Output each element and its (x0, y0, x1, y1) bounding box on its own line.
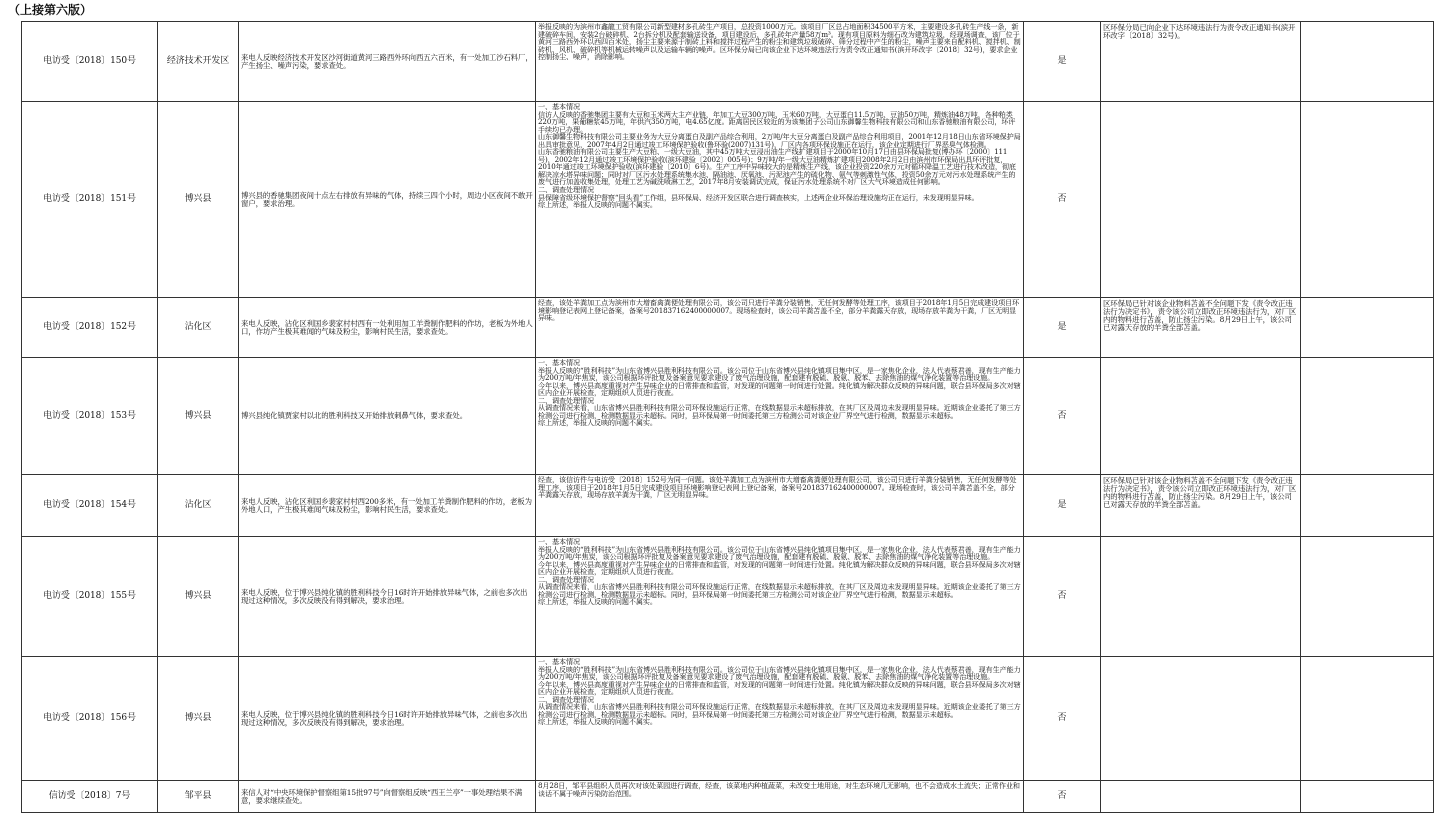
detail-paragraph: 综上所述，举报人反映的问题不属实。 (538, 597, 657, 607)
complaint-content-cell: 博兴县纯化镇贾家村以北的胜利科技又开始排放刺鼻气体，要求查处。 (239, 358, 536, 475)
action-taken-cell (1101, 657, 1301, 781)
complaint-table (21, 21, 1434, 813)
blank-cell (1301, 657, 1434, 781)
district-cell: 经济技术开发区 (158, 22, 239, 102)
investigation-detail-cell (536, 475, 1024, 537)
detail-paragraph: 二、调查处理情况 (538, 574, 594, 584)
case-number-cell: 电访受〔2018〕152号 (22, 298, 158, 358)
detail-paragraph: 二、调查处理情况 (538, 185, 594, 195)
district-cell: 沾化区 (158, 298, 239, 358)
detail-paragraph: 县保障省级环境保护督察“回头看”工作组，县环保局、经济开发区联合进行调查核实，上述两企业环保治理设施均正在运行，未发现明显异味。 (538, 192, 979, 202)
investigation-detail-cell (536, 22, 1024, 102)
blank-cell (1301, 475, 1434, 537)
blank-cell (1301, 22, 1434, 102)
district-cell: 博兴县 (158, 358, 239, 475)
action-taken-cell (1101, 102, 1301, 298)
blank-cell (1301, 358, 1434, 475)
table-row (22, 358, 1434, 475)
case-number-cell: 信访受〔2018〕7号 (22, 781, 158, 813)
detail-paragraph: 一、基本情况 (538, 537, 580, 546)
investigation-detail-cell (536, 781, 1024, 813)
table-row (22, 298, 1434, 358)
detail-paragraph: 一、基本情况 (538, 358, 580, 367)
complaint-content-cell: 博兴县的香驰集团夜间十点左右排放有异味的气体，持续三四个小时，周边小区夜间不敢开窗户，要求治理。 (239, 102, 536, 298)
case-number-cell: 电访受〔2018〕156号 (22, 657, 158, 781)
detail-paragraph: 举报人反映的“胜利科技”为山东省博兴县胜利科技有限公司。该公司位于山东省博兴县纯化镇项目集中区，是一家焦化企业，法人代表蔡君善，现有生产能力为200万吨/年焦炭，该公司根据环评批复及备案意见要求建设了废气治理设施，配套建有脱硫、脱氨、脱苯、去除焦油的煤气净化装置等治理设施。 (538, 664, 1021, 682)
investigation-detail-cell (536, 358, 1024, 475)
verified-cell: 是 (1024, 22, 1101, 102)
complaint-content-cell: 来电人反映，位于博兴县纯化镇的胜利科技今日16时许开始排放异味气体，之前也多次出现过这种情况，多次反映没有得到解决，要求治理。 (239, 537, 536, 657)
detail-paragraph: 从调查情况来看，山东省博兴县胜利科技有限公司环保设施运行正常，在线数据显示未超标排放，在其厂区及周边未发现明显异味。近期该企业委托了第三方检测公司进行检测，检测数据显示未超标。同时，县环保局第一时间委托第三方检测公司对该企业厂界空气进行检测，数据显示未超标。 (538, 582, 1021, 599)
detail-paragraph: 举报反映的为滨州市鑫龍工贸有限公司新型建材多孔砖生产项目，总投资1000万元。该项目厂区总占地面积34500平方米，主要建设多孔砖生产线一条，新建破碎车间，安装2台破碎机、2台拆分机及配套输送设备，项目建设后，多孔砖年产量58万m³。现有项目原料为细石改为建筑垃圾，经现场调查，该厂位于黄河三路西外环以西四百米处，扬尘主要来源于制砖上料和搅拌过程产生的粉尘和建筑垃圾破碎、筛分过程中产生的粉尘，噪声主要来自配料机、搅拌机、制砖机、风机、破碎机等机械运转噪声以及运输车辆的噪声。区环保分局已向该企业下达环境违法行为责令改正通知书(滨开环改字〔2018〕32号)，要求企业控制扬尘、噪声，消除影响。 (538, 22, 1021, 62)
action-taken-cell (1101, 537, 1301, 657)
verified-cell: 否 (1024, 781, 1101, 813)
case-number-cell: 电访受〔2018〕150号 (22, 22, 158, 102)
detail-paragraph: 举报人反映的“胜利科技”为山东省博兴县胜利科技有限公司。该公司位于山东省博兴县纯化镇项目集中区，是一家焦化企业，法人代表蔡君善，现有生产能力为200万吨/年焦炭，该公司根据环评批复及备案意见要求建设了废气治理设施，配套建有脱硫、脱氨、脱苯、去除焦油的煤气净化装置等治理设施。 (538, 365, 1021, 383)
investigation-detail-cell (536, 298, 1024, 358)
district-cell: 邹平县 (158, 781, 239, 813)
detail-paragraph: 综上所述，举报人反映的问题不属实。 (538, 200, 657, 210)
district-cell: 博兴县 (158, 537, 239, 657)
detail-paragraph: 经查，该处羊粪加工点为滨州市大增畜禽粪便处理有限公司，该公司只进行羊粪分装销售，无任何发酵等处理工序，该项目于2018年1月5日完成建设项目环境影响登记表网上登记备案，备案号201837162400000007。现场检查时，该公司羊粪苫盖不全，部分羊粪露天存放，现场存放羊粪为干粪，厂区无明显异味。 (538, 298, 1020, 323)
detail-paragraph: 山东御馨生物科技有限公司主要业务为大豆分离蛋白及副产品综合利用，2万吨/年大豆分离蛋白及副产品综合利用项目，2001年12月18日山东省环境保护局出具审批意见，2007年4月2日通过竣工环境保护验收(鲁环验(2007)131号)，厂区内各项环保设施正在运行，该企业定期进行厂界恶臭气体检测。 (538, 132, 1021, 149)
case-number-cell: 电访受〔2018〕155号 (22, 537, 158, 657)
table-row (22, 22, 1434, 102)
complaint-table-body (22, 22, 1434, 813)
verified-cell: 是 (1024, 298, 1101, 358)
detail-paragraph: 二、调查处理情况 (538, 395, 594, 405)
blank-cell (1301, 298, 1434, 358)
case-number-cell: 电访受〔2018〕153号 (22, 358, 158, 475)
action-taken-cell: 区环保局已针对该企业物料苫盖不全问题下发《责令改正违法行为决定书》，责令该公司立即改正环境违法行为，对厂区内的物料进行苫盖，防止扬尘污染。8月29日上午，该公司已对露天存放的羊粪全部苫盖。 (1101, 298, 1301, 358)
detail-paragraph: 今年以来，博兴县高度重视对产生异味企业的日常排查和监管，对发现的问题第一时间进行处置。纯化镇为解决群众反映的异味问题，联合县环保局多次对辖区内企业开展检查，定期组织人员进行夜查。 (538, 380, 1021, 398)
detail-paragraph: 综上所述，举报人反映的问题不属实。 (538, 418, 657, 428)
detail-paragraph: 从调查情况来看，山东省博兴县胜利科技有限公司环保设施运行正常，在线数据显示未超标排放，在其厂区及周边未发现明显异味。近期该企业委托了第三方检测公司进行检测，检测数据显示未超标。同时，县环保局第一时间委托第三方检测公司对该企业厂界空气进行检测，数据显示未超标。 (538, 702, 1021, 719)
detail-paragraph: 8月28日，邹平县组织人员再次对该处菜园进行调查，经查，该菜地内种植蔬菜，未改变土地用途，对生态环境几无影响，也不会造成水土流失；正常作业和谈话不属于噪声污染防治范围。 (538, 781, 1020, 798)
detail-paragraph: 经查，该信访件与电访受〔2018〕152号为同一问题。该处羊粪加工点为滨州市大增畜禽粪便处理有限公司，该公司只进行羊粪分装销售，无任何发酵等处理工序，该项目于2018年1月5日完成建设项目环境影响登记表网上登记备案，备案号201837162400000007。现场检查时，该公司羊粪苫盖不全，部分羊粪露天存放，现场存放羊粪为干粪，厂区无明显异味。 (538, 475, 1017, 500)
blank-cell (1301, 781, 1434, 813)
district-cell: 博兴县 (158, 657, 239, 781)
verified-cell: 否 (1024, 537, 1101, 657)
case-number-cell: 电访受〔2018〕154号 (22, 475, 158, 537)
detail-paragraph: 今年以来，博兴县高度重视对产生异味企业的日常排查和监管，对发现的问题第一时间进行处置。纯化镇为解决群众反映的异味问题，联合县环保局多次对辖区内企业开展检查，定期组织人员进行夜查。 (538, 559, 1021, 577)
district-cell: 沾化区 (158, 475, 239, 537)
complaint-content-cell: 来电人反映，位于博兴县纯化镇的胜利科技今日16时许开始排放异味气体，之前也多次出现过这种情况，多次反映没有得到解决，要求治理。 (239, 657, 536, 781)
detail-paragraph: 二、调查处理情况 (538, 694, 594, 704)
complaint-content-cell: 来电人反映，沾化区利国乡裴家村村西200多米，有一处加工羊粪制作肥料的作坊，老板为外地人口，产生极其难闻气味及粉尘，影响村民生活，要求查处。 (239, 475, 536, 537)
action-taken-cell: 区环保分局已向企业下达环境违法行为责令改正通知书(滨开环改字〔2018〕32号)。 (1101, 22, 1301, 102)
blank-cell (1301, 537, 1434, 657)
table-row (22, 102, 1434, 298)
investigation-detail-cell (536, 537, 1024, 657)
table-row (22, 475, 1434, 537)
detail-paragraph: 一、基本情况 (538, 657, 580, 666)
page-header: （上接第六版） (8, 3, 93, 17)
detail-paragraph: 从调查情况来看，山东省博兴县胜利科技有限公司环保设施运行正常，在线数据显示未超标排放，在其厂区及周边未发现明显异味。近期该企业委托了第三方检测公司进行检测，检测数据显示未超标。同时，县环保局第一时间委托第三方检测公司对该企业厂界空气进行检测，数据显示未超标。 (538, 403, 1021, 420)
verified-cell: 是 (1024, 475, 1101, 537)
verified-cell: 否 (1024, 102, 1101, 298)
action-taken-cell (1101, 358, 1301, 475)
complaint-content-cell: 来信人对“中央环境保护督察组第15批97号”向督察组反映“西王兰亭”一事处理结果不满意，要求继续查处。 (239, 781, 536, 813)
table-row (22, 781, 1434, 813)
verified-cell: 否 (1024, 657, 1101, 781)
detail-paragraph: 一、基本情况 (538, 102, 580, 111)
detail-paragraph: 山东香驰粮油有限公司主要生产大豆粕、一级大豆油，其中45万吨大豆浸出油生产线扩建项目于2000年10月17日由县环保局批复(博办环〔2000〕111号)，2002年12月通过竣工环境保护验收(滨环建验〔2002〕005号)；9万吨/年一级大豆油精炼扩建项目2008年2月2日由滨州市环保局出具环评批复，2010年通过竣工环境保护验收(滨环建验〔2010〕6号)。生产工序中异味较大的是精炼生产线，该企业投资220余万元对循环降温工艺进行技术改造，彻底解决凉水塔异味问题；同时对厂区污水处理系统集水池、隔油池、厌氧池、污泥池产生的硫化物、氨气等刺激性气体，投资50余万元对污水处理系统产生的废气进行加盖收集处理，处理工艺为碱洗喷淋工艺，2017年8月安装调试完成，保证污水处理系统不对厂区大气环境造成任何影响。 (538, 147, 1016, 187)
detail-paragraph: 今年以来，博兴县高度重视对产生异味企业的日常排查和监管，对发现的问题第一时间进行处置。纯化镇为解决群众反映的异味问题，联合县环保局多次对辖区内企业开展检查，定期组织人员进行夜查。 (538, 679, 1021, 697)
detail-paragraph: 综上所述，举报人反映的问题不属实。 (538, 717, 657, 727)
action-taken-cell: 区环保局已针对该企业物料苫盖不全问题下发《责令改正违法行为决定书》，责令该公司立即改正环境违法行为，对厂区内的物料进行苫盖，防止扬尘污染。8月29日上午，该公司已对露天存放的羊粪全部苫盖。 (1101, 475, 1301, 537)
complaint-content-cell: 来电人反映经济技术开发区沙河街道黄河三路西外环向西五六百米，有一处加工沙石料厂，产生扬尘、噪声污染，要求查处。 (239, 22, 536, 102)
detail-paragraph: 举报人反映的“胜利科技”为山东省博兴县胜利科技有限公司。该公司位于山东省博兴县纯化镇项目集中区，是一家焦化企业，法人代表蔡君善，现有生产能力为200万吨/年焦炭，该公司根据环评批复及备案意见要求建设了废气治理设施，配套建有脱硫、脱氨、脱苯、去除焦油的煤气净化装置等治理设施。 (538, 544, 1021, 562)
action-taken-cell (1101, 781, 1301, 813)
detail-paragraph: 信访人反映的香驰集团主要有大豆和玉米两大主产业链，年加工大豆300万吨、玉米60万吨，大豆蛋白11.5万吨、豆油50万吨，精炼油48万吨，各种粕类220万吨，果葡糖浆45万吨，年供汽350万吨，电4.65亿度。距离居民区较近的为该集团子公司山东御馨生物科技有限公司和山东香驰粮油有限公司，环评手续均已办理。 (538, 109, 1016, 134)
complaint-content-cell: 来电人反映，沾化区利国乡裴家村村西有一处利用加工羊粪制作肥料的作坊，老板为外地人口，作坊产生极其难闻的气味及粉尘，影响村民生活，要求查处。 (239, 298, 536, 358)
case-number-cell: 电访受〔2018〕151号 (22, 102, 158, 298)
table-row (22, 537, 1434, 657)
investigation-detail-cell (536, 657, 1024, 781)
verified-cell: 否 (1024, 358, 1101, 475)
table-row (22, 657, 1434, 781)
district-cell: 博兴县 (158, 102, 239, 298)
investigation-detail-cell (536, 102, 1024, 298)
blank-cell (1301, 102, 1434, 298)
